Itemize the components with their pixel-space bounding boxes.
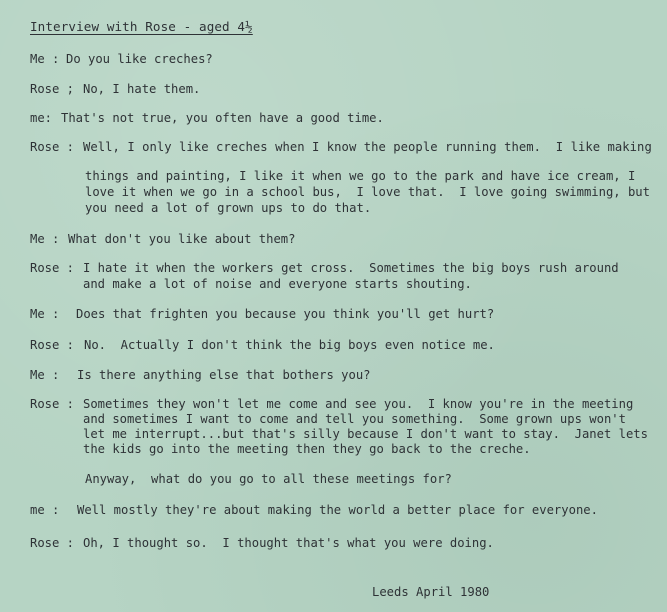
utterance-line: Oh, I thought so. I thought that's what you were doing. [83, 536, 494, 550]
utterance-line: Well mostly they're about making the world a better place for everyone. [77, 503, 598, 517]
document-title: Interview with Rose - aged 4½ [30, 19, 253, 34]
utterance-line: the kids go into the meeting then they go back to the creche. [83, 442, 531, 456]
speaker-label: Me : [30, 232, 60, 246]
utterance-line: let me interrupt...but that's silly because I don't want to stay. Janet lets [83, 427, 648, 441]
utterance-line: What don't you like about them? [68, 232, 296, 246]
speaker-label: Rose : [30, 397, 75, 411]
speaker-label: Me : [30, 307, 60, 321]
speaker-label: Me : [30, 368, 60, 382]
utterance-line: and sometimes I want to come and tell you something. Some grown ups won't [83, 412, 626, 426]
utterance-line: you need a lot of grown ups to do that. [85, 201, 372, 215]
speaker-label: Rose : [30, 261, 75, 275]
utterance-line: That's not true, you often have a good time. [61, 111, 384, 125]
utterance-line: love it when we go in a school bus, I love that. I love going swimming, but [85, 185, 650, 199]
speaker-label: Me : [30, 52, 60, 66]
utterance-line: things and painting, I like it when we go to the park and have ice cream, I [85, 169, 636, 183]
speaker-label: me: [30, 111, 53, 125]
utterance-line: Sometimes they won't let me come and see you. I know you're in the meeting [83, 397, 634, 411]
speaker-label: Rose : [30, 140, 75, 154]
utterance-line: Is there anything else that bothers you? [77, 368, 371, 382]
utterance-line: and make a lot of noise and everyone starts shouting. [83, 277, 472, 291]
utterance-line: No. Actually I don't think the big boys even notice me. [84, 338, 495, 352]
speaker-label: Rose : [30, 536, 75, 550]
speaker-label: Rose ; [30, 82, 75, 96]
utterance-line: No, I hate them. [83, 82, 201, 96]
utterance-line: Anyway, what do you go to all these meetings for? [85, 472, 452, 486]
utterance-line: Does that frighten you because you think you'll get hurt? [76, 307, 495, 321]
speaker-label: Rose : [30, 338, 75, 352]
utterance-line: I hate it when the workers get cross. Sometimes the big boys rush around [83, 261, 619, 275]
speaker-label: me : [30, 503, 60, 517]
place-date-signature: Leeds April 1980 [372, 585, 490, 599]
utterance-line: Do you like creches? [66, 52, 213, 66]
utterance-line: Well, I only like creches when I know the people running them. I like making [83, 140, 652, 154]
